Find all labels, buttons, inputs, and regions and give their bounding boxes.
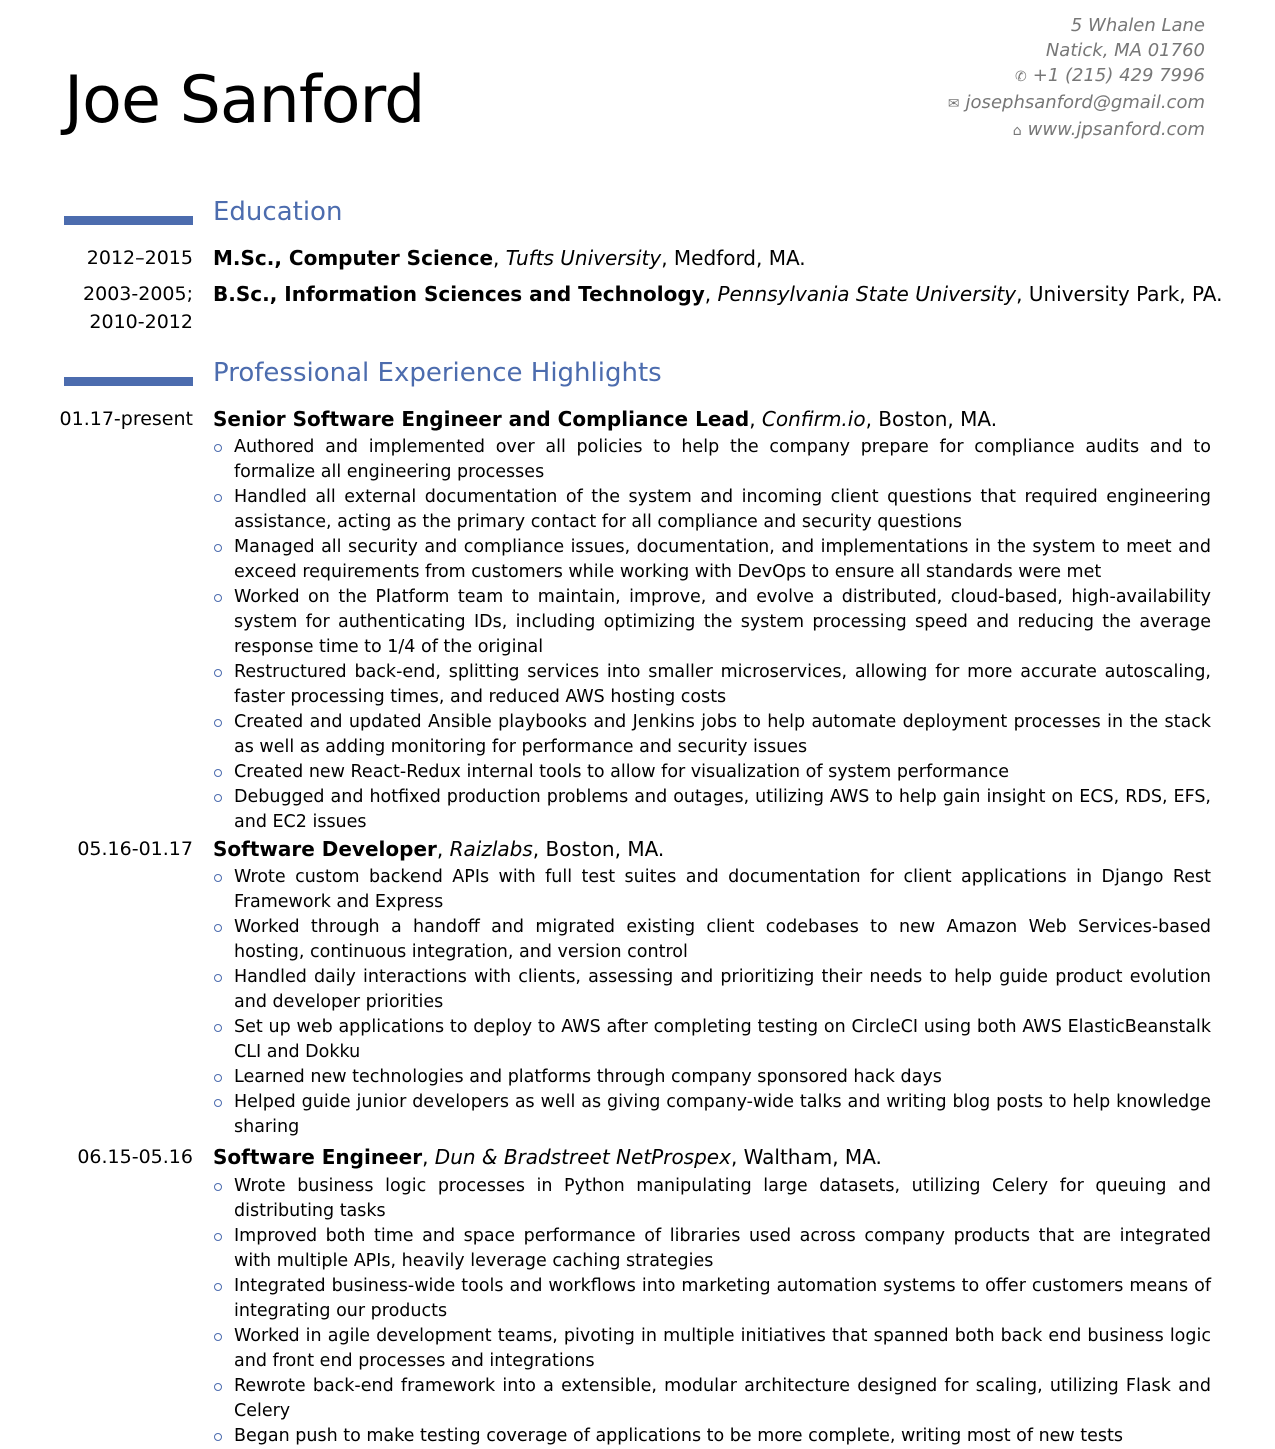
section-rule [64,377,193,386]
bullet-icon [214,1433,222,1441]
list-item: Managed all security and compliance issues, documentation, and implementations in the system to meet and exceed requirements from customers while working with DevOps to ensure all standards were met [213,535,1211,585]
bullet-icon [214,1099,222,1107]
list-item: Worked on the Platform team to maintain, improve, and evolve a distributed, cloud-based, high-availability system for authenticating IDs, including optimizing the system processing speed and reducing the average response time to 1/4 of the original [213,585,1211,660]
school: Pennsylvania State University [717,282,1017,306]
bullet-icon [214,544,222,552]
entry-heading: M.Sc., Computer Science, Tufts University, Medford, MA. [213,246,806,270]
list-item: Handled daily interactions with clients, assessing and prioritizing their needs to help guide product evolution and developer priorities [213,965,1211,1015]
list-item: Worked in agile development teams, pivoting in multiple initiatives that spanned both back end business logic and front end processes and integrations [213,1324,1211,1374]
entry-date-line-2: 2010-2012 [89,311,193,333]
bullet-icon [214,1283,222,1291]
list-item: Wrote custom backend APIs with full test suites and documentation for client applications in Django Rest Framework and Express [213,865,1211,915]
email-row [948,90,1205,117]
list-item: Improved both time and space performance of libraries used across company products that are integrated with multiple APIs, heavily leverage caching strategies [213,1224,1211,1274]
bullet-icon [214,1024,222,1032]
section-title-education: Education [213,197,343,227]
job-company: Raizlabs [449,837,533,861]
list-item: Set up web applications to deploy to AWS after completing testing on CircleCI using both AWS ElasticBeanstalk CLI and Dokku [213,1015,1211,1065]
entry-heading: B.Sc., Information Sciences and Technology, Pennsylvania State University, University Park, PA. [213,282,1223,306]
list-item: Integrated business-wide tools and workflows into marketing automation systems to offer customers means of integrating our products [213,1274,1211,1324]
list-item: Handled all external documentation of the system and incoming client questions that required engineering assistance, acting as the primary contact for all compliance and security questions [213,485,1211,535]
website-row [948,117,1205,144]
job-company: Confirm.io [761,407,866,431]
bullet-icon [214,1383,222,1391]
degree: B.Sc., Information Sciences and Technology [213,282,705,306]
phone-row [948,63,1205,90]
job-role: Senior Software Engineer and Compliance Lead [213,407,750,431]
bullet-icon [214,1183,222,1191]
bullet-icon [214,1333,222,1341]
contact-block [948,13,1205,144]
list-item: Began push to make testing coverage of applications to be more complete, writing most of new tests [213,1424,1211,1449]
experience-section-header [0,358,1275,398]
bullet-icon [214,794,222,802]
location: University Park, PA. [1028,282,1223,306]
bullet-icon [214,874,222,882]
bullet-icon [214,924,222,932]
candidate-name: Joe Sanford [64,63,425,138]
list-item: Restructured back-end, splitting services into smaller microservices, allowing for more accurate autoscaling, faster processing times, and reduced AWS hosting costs [213,660,1211,710]
bullet-icon [214,719,222,727]
job-bullets [213,435,1211,835]
bullet-icon [214,494,222,502]
list-item: Wrote business logic processes in Python manipulating large datasets, utilizing Celery for queuing and distributing tasks [213,1174,1211,1224]
phone-number: +1 (215) 429 7996 [1032,65,1205,86]
education-section-header [0,197,1275,237]
section-title-experience: Professional Experience Highlights [213,358,662,388]
bullet-icon [214,769,222,777]
job-role: Software Developer [213,837,437,861]
job-role: Software Engineer [213,1145,423,1169]
list-item: Debugged and hotfixed production problems and outages, utilizing AWS to help gain insight on ECS, RDS, EFS, and EC2 issues [213,785,1211,835]
entry-date [83,280,193,336]
job-heading: Software Developer, Raizlabs, Boston, MA. [213,837,665,861]
website-icon: ⌂ [1012,123,1022,139]
section-rule [64,216,193,225]
job-heading: Software Engineer, Dun & Bradstreet NetProspex, Waltham, MA. [213,1145,882,1169]
job-bullets [213,865,1211,1140]
bullet-icon [214,594,222,602]
job-date: 06.15-05.16 [77,1146,193,1168]
bullet-icon [214,1233,222,1241]
bullet-icon [214,1074,222,1082]
degree: M.Sc., Computer Science [213,246,494,270]
job-heading: Senior Software Engineer and Compliance Lead, Confirm.io, Boston, MA. [213,407,998,431]
entry-date: 2012–2015 [86,247,193,269]
email-address[interactable]: josephsanford@gmail.com [965,92,1205,113]
phone-icon: ✆ [1015,69,1027,85]
job-date: 01.17-present [59,408,193,430]
school: Tufts University [505,246,662,270]
list-item: Created and updated Ansible playbooks and Jenkins jobs to help automate deployment processes in the stack as well as adding monitoring for performance and security issues [213,710,1211,760]
job-bullets [213,1174,1211,1449]
list-item: Created new React-Redux internal tools to allow for visualization of system performance [213,760,1211,785]
bullet-icon [214,974,222,982]
location: Medford, MA. [673,246,806,270]
address-line-2: Natick, MA 01760 [1045,40,1205,61]
list-item: Authored and implemented over all policies to help the company prepare for compliance audits and to formalize all engineering processes [213,435,1211,485]
job-date: 05.16-01.17 [77,838,193,860]
envelope-icon: ✉ [947,96,960,112]
list-item: Worked through a handoff and migrated existing client codebases to new Amazon Web Services-based hosting, continuous integration, and version control [213,915,1211,965]
list-item: Learned new technologies and platforms through company sponsored hack days [213,1065,1211,1090]
job-location: Boston, MA. [878,407,998,431]
job-location: Boston, MA. [545,837,665,861]
address-line-1: 5 Whalen Lane [1070,15,1205,36]
job-location: Waltham, MA. [743,1145,882,1169]
list-item: Helped guide junior developers as well as giving company-wide talks and writing blog posts to help knowledge sharing [213,1090,1211,1140]
bullet-icon [214,444,222,452]
list-item: Rewrote back-end framework into a extensible, modular architecture designed for scaling, utilizing Flask and Celery [213,1374,1211,1424]
bullet-icon [214,669,222,677]
website-link[interactable]: www.jpsanford.com [1027,119,1205,140]
entry-date-line-1: 2003-2005; [83,283,193,305]
job-company: Dun & Bradstreet NetProspex [434,1145,731,1169]
